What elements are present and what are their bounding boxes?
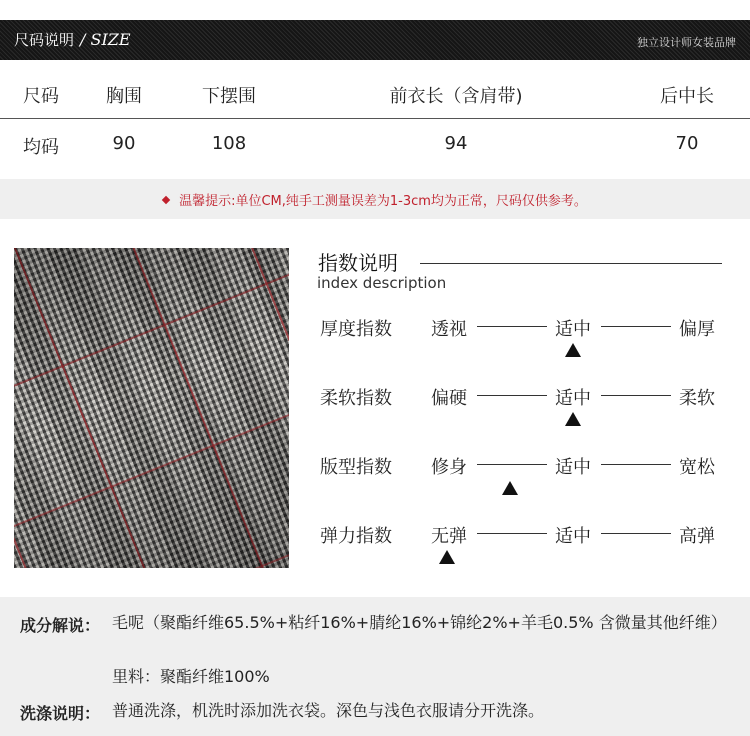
scale-left-label: 修身 xyxy=(431,457,467,478)
cell-size: 均码 xyxy=(23,137,59,158)
scale-fit xyxy=(0,453,750,493)
scale-mid-label: 适中 xyxy=(555,388,591,409)
index-subtitle: index description xyxy=(317,274,447,292)
tip-line xyxy=(0,190,750,209)
scale-line-left xyxy=(477,533,547,534)
scale-thickness xyxy=(0,315,750,355)
washing-text: 普通洗涤，机洗时添加洗衣袋。深色与浅色衣服请分开洗涤。 xyxy=(112,701,545,720)
details-panel xyxy=(0,597,750,736)
scale-elasticity xyxy=(0,522,750,562)
tip-text: 温馨提示:单位CM,纯手工测量误差为1-3cm均为正常，尺码仅供参考。 xyxy=(179,194,587,209)
scale-line-right xyxy=(601,326,671,327)
scale-mid-label: 适中 xyxy=(555,319,591,340)
header-bar xyxy=(0,20,750,60)
scale-left-label: 透视 xyxy=(431,319,467,340)
index-title: 指数说明 xyxy=(318,251,398,275)
composition-lining: 里料：聚酯纤维100% xyxy=(112,667,270,686)
header-title-en: / SIZE xyxy=(80,30,131,49)
scale-line-right xyxy=(601,395,671,396)
header-cell-bust: 胸围 xyxy=(106,86,142,107)
size-table xyxy=(0,68,750,171)
scale-right-label: 高弹 xyxy=(679,526,715,547)
header-cell-back-length: 后中长 xyxy=(660,86,714,107)
scale-line-right xyxy=(601,533,671,534)
scale-label: 厚度指数 xyxy=(320,319,392,340)
scale-left-label: 偏硬 xyxy=(431,388,467,409)
scale-marker-icon xyxy=(565,343,581,357)
cell-hem: 108 xyxy=(211,133,247,154)
diamond-icon xyxy=(162,196,170,204)
scale-mid-label: 适中 xyxy=(555,526,591,547)
scale-mid-label: 适中 xyxy=(555,457,591,478)
scale-marker-icon xyxy=(502,481,518,495)
table-row xyxy=(0,119,750,171)
header-title-cn: 尺码说明 xyxy=(14,31,75,49)
cell-back-length: 70 xyxy=(675,133,699,154)
header-cell-size: 尺码 xyxy=(23,86,59,107)
scale-label: 弹力指数 xyxy=(320,526,392,547)
header-cell-hem: 下摆围 xyxy=(202,86,256,107)
scale-marker-icon xyxy=(565,412,581,426)
size-table-header xyxy=(0,68,750,119)
cell-bust: 90 xyxy=(112,133,136,154)
scale-line-left xyxy=(477,326,547,327)
scale-marker-icon xyxy=(439,550,455,564)
scale-label: 版型指数 xyxy=(320,457,392,478)
scale-line-left xyxy=(477,395,547,396)
scale-right-label: 偏厚 xyxy=(679,319,715,340)
cell-front-length: 94 xyxy=(444,133,468,154)
header-cell-front-length: 前衣长（含肩带) xyxy=(389,86,523,107)
scale-right-label: 柔软 xyxy=(679,388,715,409)
header-title xyxy=(14,29,131,50)
scale-left-label: 无弹 xyxy=(431,526,467,547)
brand-text: 独立设计师女装品牌 xyxy=(637,36,736,49)
scale-softness xyxy=(0,384,750,424)
scale-label: 柔软指数 xyxy=(320,388,392,409)
washing-label: 洗涤说明： xyxy=(20,704,101,723)
tip-banner xyxy=(0,179,750,219)
scale-line-right xyxy=(601,464,671,465)
composition-label: 成分解说： xyxy=(20,616,101,635)
composition-shell: 毛呢（聚酯纤维65.5%+粘纤16%+腈纶16%+锦纶2%+羊毛0.5% 含微量其他纤维） xyxy=(112,613,727,632)
index-title-divider xyxy=(420,263,722,264)
scale-line-left xyxy=(477,464,547,465)
scale-right-label: 宽松 xyxy=(679,457,715,478)
